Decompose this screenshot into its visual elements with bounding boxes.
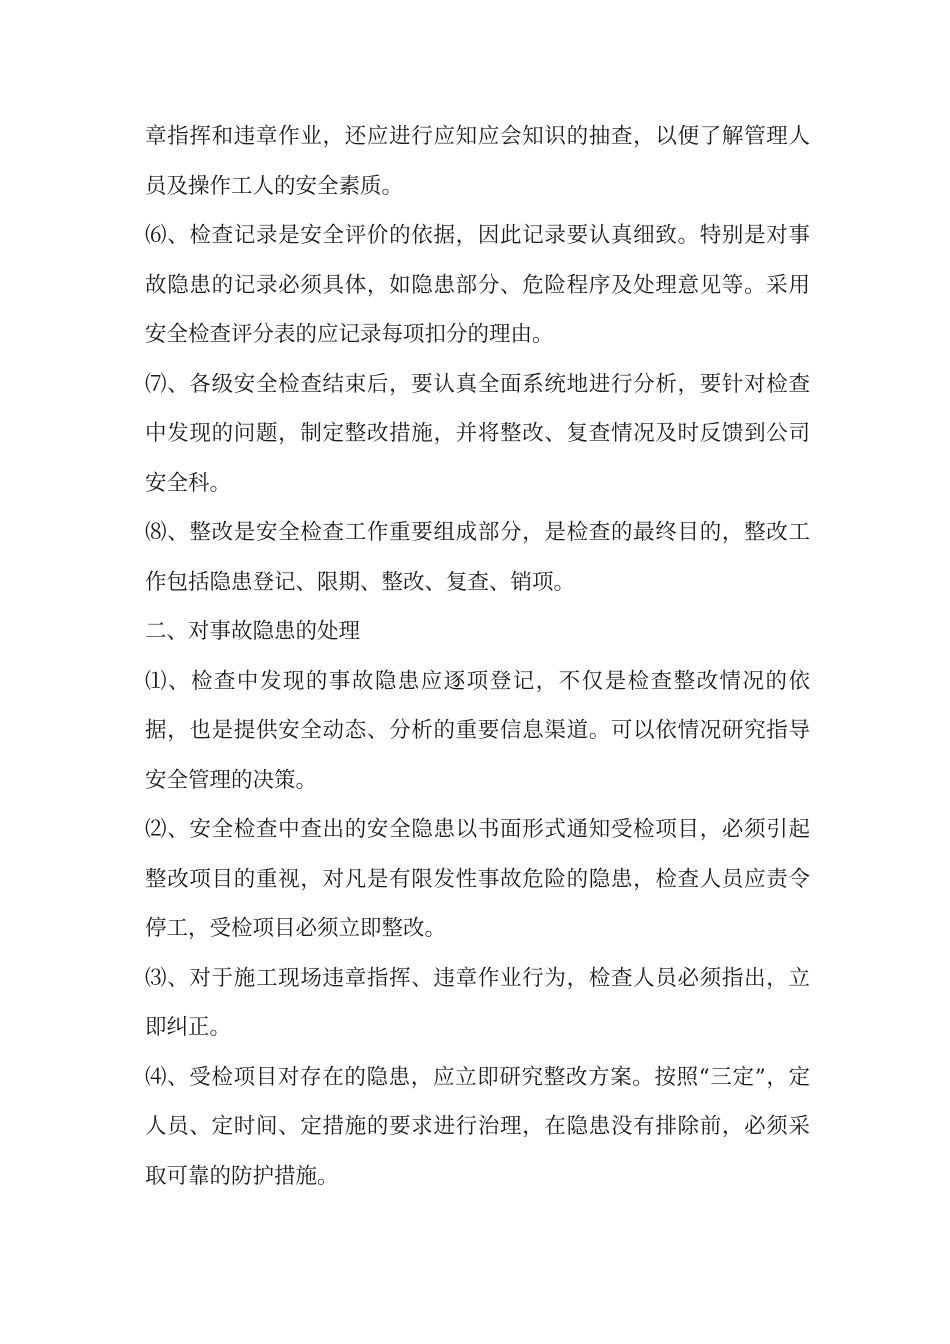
section-heading: 二、对事故隐患的处理 <box>145 619 361 644</box>
paragraph-item-1: ⑴、检查中发现的事故隐患应逐项登记，不仅是检查整改情况的依据，也是提供安全动态、分析的重要信息渠道。可以依情况研究指导安全管理的决策。 <box>145 668 810 793</box>
paragraph-item-4: ⑷、受检项目对存在的隐患，应立即研究整改方案。按照“三定”，定人员、定时间、定措施的要求进行治理，在隐患没有排除前，必须采取可靠的防护措施。 <box>145 1064 810 1189</box>
paragraph-item-2: ⑵、安全检查中查出的安全隐患以书面形式通知受检项目，必须引起整改项目的重视，对凡是有限发性事故危险的隐患，检查人员应责令停工，受检项目必须立即整改。 <box>145 817 810 941</box>
document-body <box>145 112 810 1201</box>
paragraph-item-8: ⑻、整改是安全检查工作重要组成部分，是检查的最终目的，整改工作包括隐患登记、限期、整改、复查、销项。 <box>145 520 810 595</box>
paragraph-item-3: ⑶、对于施工现场违章指挥、违章作业行为，检查人员必须指出，立即纠正。 <box>145 965 810 1040</box>
paragraph-item-7: ⑺、各级安全检查结束后，要认真全面系统地进行分析，要针对检查中发现的问题，制定整改措施，并将整改、复查情况及时反馈到公司安全科。 <box>145 371 810 496</box>
paragraph-item-6: ⑹、检查记录是安全评价的依据，因此记录要认真细致。特别是对事故隐患的记录必须具体，如隐患部分、危险程序及处理意见等。采用安全检查评分表的应记录每项扣分的理由。 <box>145 223 810 347</box>
paragraph-continuation: 章指挥和违章作业，还应进行应知应会知识的抽查，以便了解管理人员及操作工人的安全素质。 <box>145 124 810 199</box>
